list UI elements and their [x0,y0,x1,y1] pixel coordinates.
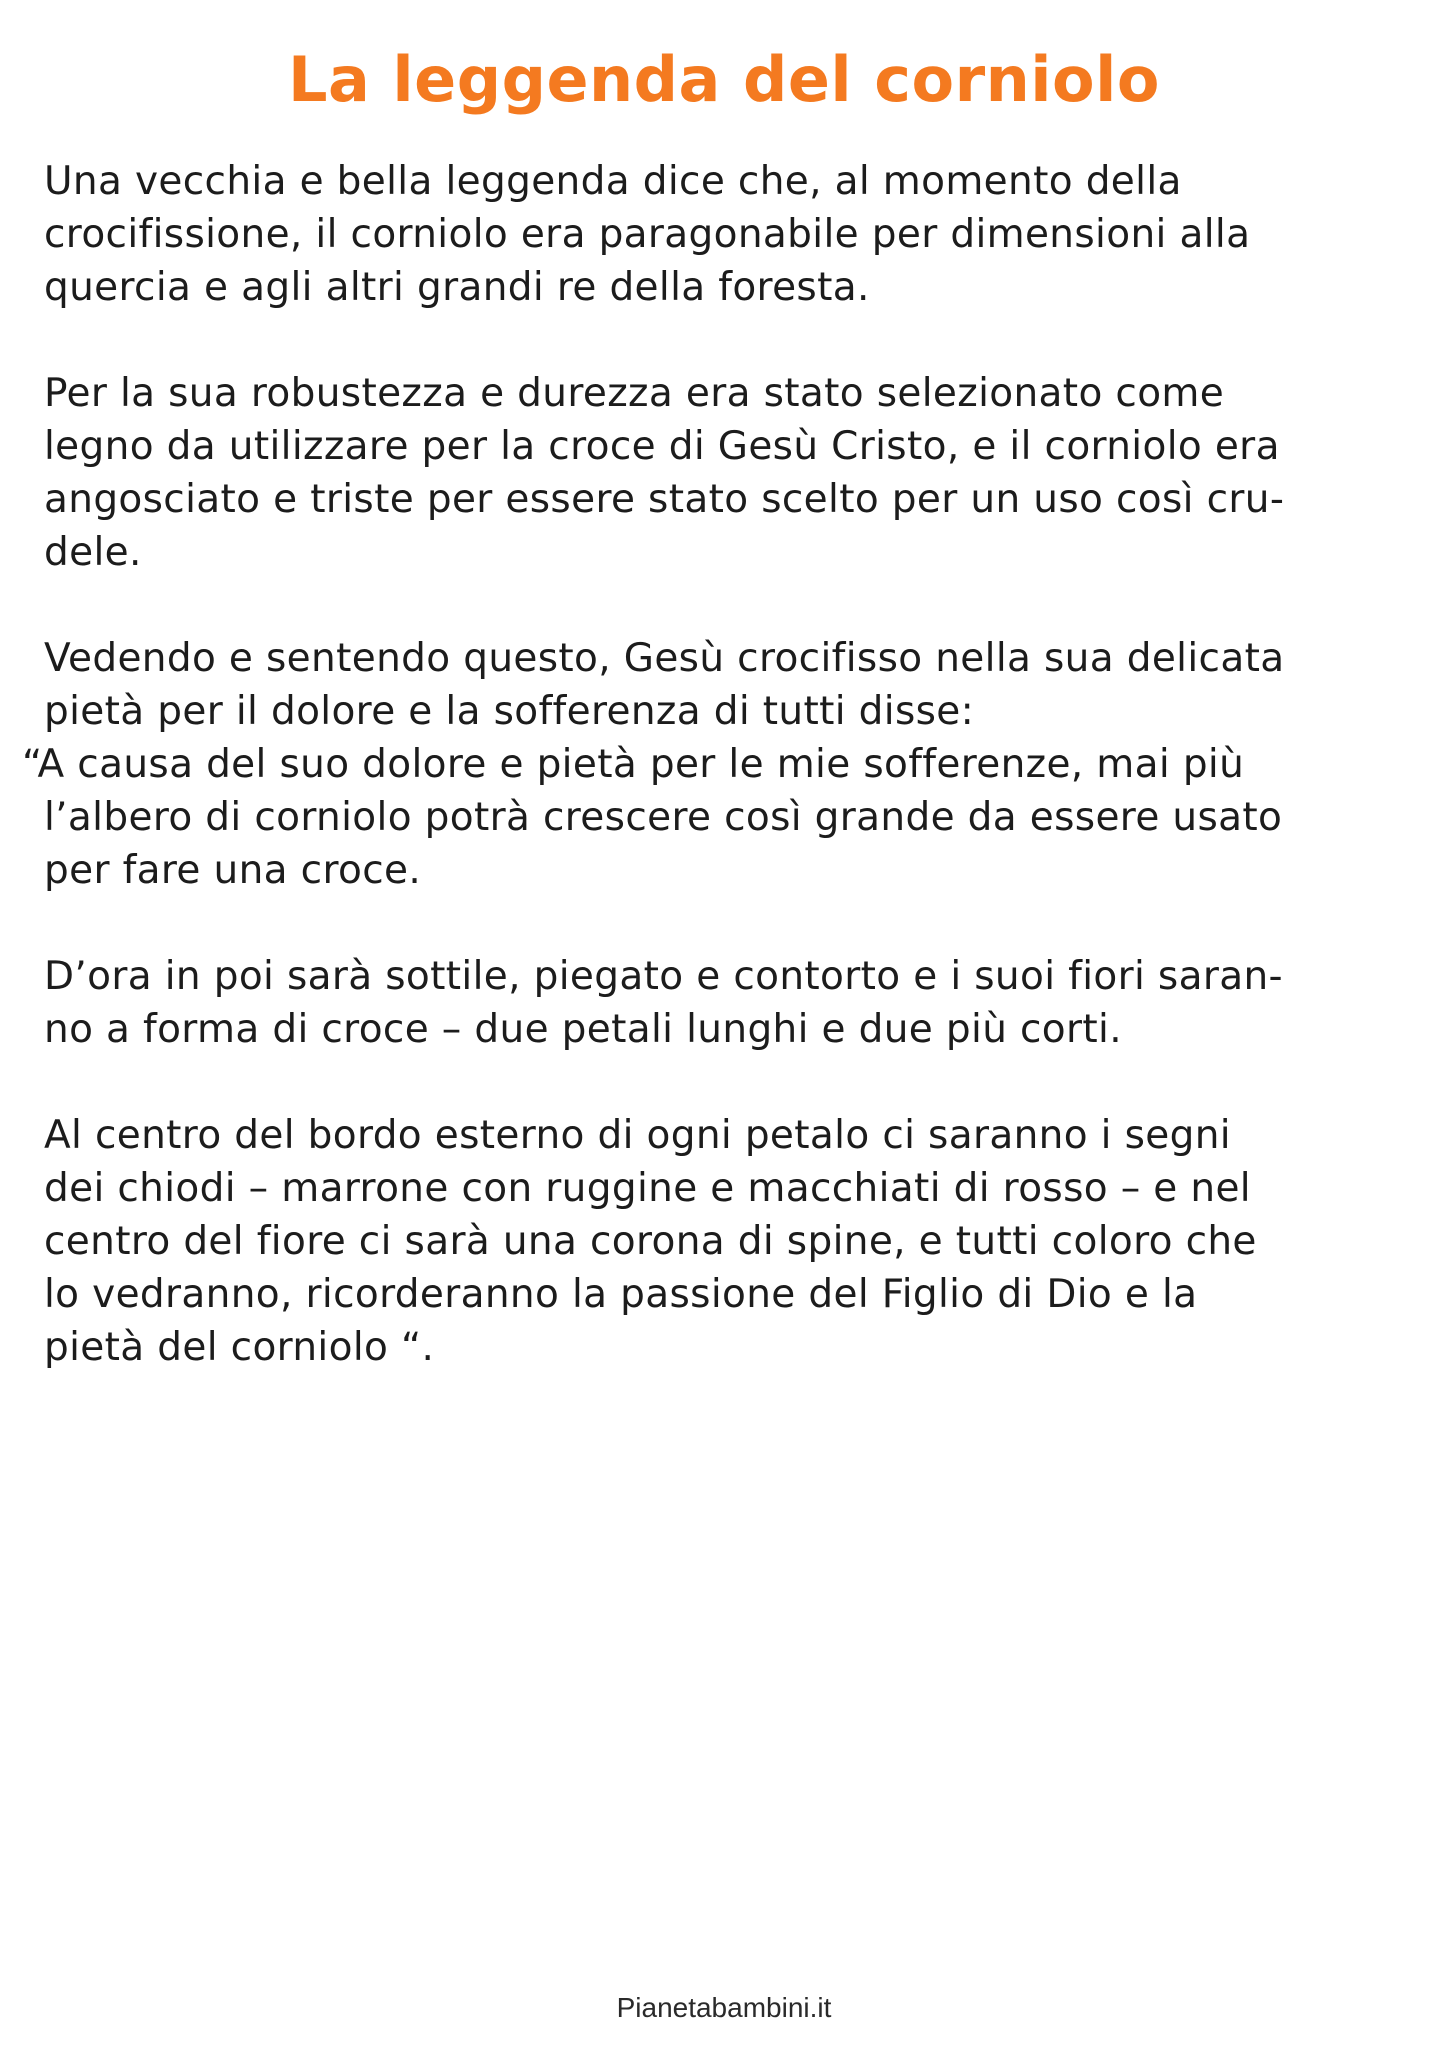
text-line: D’ora in poi sarà sottile, piegato e contorto e i suoi fiori saran- [44,954,1283,999]
text-line: angosciato e triste per essere stato scelto per un uso così cru- [44,477,1285,522]
story-body [22,155,1424,1374]
text-line: Al centro del bordo esterno di ogni petalo ci saranno i segni [44,1113,1231,1158]
text-line: legno da utilizzare per la croce di Gesù Cristo, e il corniolo era [44,424,1280,469]
text-line: per fare una croce. [44,848,422,893]
quote-open-line: “A causa del suo dolore e pietà per le mie sofferenze, mai più [22,742,1245,787]
text-line: Vedendo e sentendo questo, Gesù crocifisso nella sua delicata [44,636,1285,681]
text-line: crocifissione, il corniolo era paragonabile per dimensioni alla [44,212,1251,257]
text-line: l’albero di corniolo potrà crescere così grande da essere usato [44,795,1283,840]
text-line: lo vedranno, ricorderanno la passione del Figlio di Dio e la [44,1272,1198,1317]
paragraph-3 [22,632,1424,897]
text-line: quercia e agli altri grandi re della foresta. [44,265,870,310]
paragraph-spacer [44,579,1424,632]
text-line: dei chiodi – marrone con ruggine e macchiati di rosso – e nel [44,1166,1251,1211]
site-footer-credit: Pianetabambini.it [616,1992,832,2023]
paragraph-1 [44,155,1424,314]
text-line: centro del fiore ci sarà una corona di spine, e tutti coloro che [44,1219,1257,1264]
paragraph-5 [44,1109,1424,1374]
text-line: Una vecchia e bella leggenda dice che, al momento della [44,159,1182,204]
text-line: no a forma di croce – due petali lunghi e due più corti. [44,1007,1122,1052]
paragraph-spacer [44,1056,1424,1109]
paragraph-4 [44,950,1424,1056]
text-line: Per la sua robustezza e durezza era stato selezionato come [44,371,1225,416]
text-line: pietà per il dolore e la sofferenza di tutti disse: [44,689,975,734]
paragraph-2 [44,367,1424,579]
paragraph-spacer [44,314,1424,367]
document-title: La leggenda del corniolo [287,43,1160,116]
text-line: dele. [44,530,142,575]
paragraph-spacer [44,897,1424,950]
text-line: pietà del corniolo “. [44,1325,435,1370]
